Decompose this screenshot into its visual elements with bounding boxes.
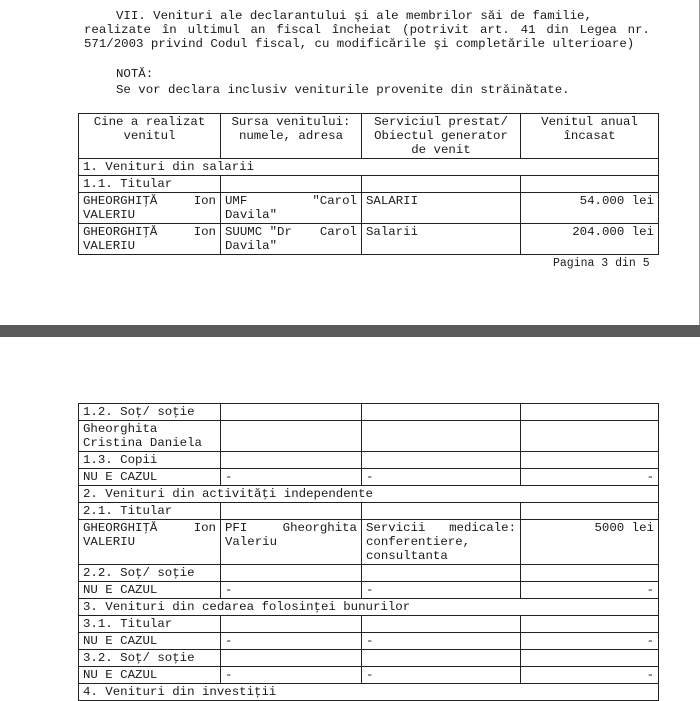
header-amount: Venitul anual încasat [521, 114, 659, 159]
category-salaries: 1. Venituri din salarii [79, 159, 659, 176]
income-amount: 204.000 lei [521, 224, 659, 255]
income-service: Salarii [362, 224, 521, 255]
income-source: PFI Gheorghita Valeriu [221, 520, 362, 565]
section-title [84, 9, 650, 51]
income-amount: 54.000 lei [521, 193, 659, 224]
dash-cell: - [521, 667, 659, 684]
header-who: Cine a realizat venitul [79, 114, 221, 159]
subcategory-spouse: 2.2. Soţ/ soţie [79, 565, 221, 582]
dash-cell: - [221, 582, 362, 599]
dash-cell: - [521, 469, 659, 486]
table-row [79, 469, 659, 486]
nota-text: Se vor declara inclusiv veniturile provenite din străinătate. [116, 83, 570, 97]
income-service: SALARII [362, 193, 521, 224]
dash-cell: - [521, 633, 659, 650]
dash-cell: - [221, 667, 362, 684]
income-owner: GHEORGHIŢĂ Ion VALERIU [79, 224, 221, 255]
subcategory-holder: 2.1. Titular [79, 503, 221, 520]
category-investments: 4. Venituri din investiţii [79, 684, 659, 701]
not-applicable: NU E CAZUL [79, 667, 221, 684]
category-independent: 2. Venituri din activităţi independente [79, 486, 659, 503]
income-source: SUUMC "Dr Carol Davila" [221, 224, 362, 255]
income-source: UMF "Carol Davila" [221, 193, 362, 224]
category-property-use: 3. Venituri din cedarea folosinţei bunurilor [79, 599, 659, 616]
table-row [79, 520, 659, 565]
income-table-page4 [78, 403, 659, 701]
table-row [79, 633, 659, 650]
income-table-page3 [78, 113, 659, 255]
dash-cell: - [362, 469, 521, 486]
dash-cell: - [221, 469, 362, 486]
dash-cell: - [362, 667, 521, 684]
table-row [79, 421, 659, 452]
table-row [79, 193, 659, 224]
income-owner: GHEORGHIŢĂ Ion VALERIU [79, 193, 221, 224]
not-applicable: NU E CAZUL [79, 469, 221, 486]
subcategory-holder: 3.1. Titular [79, 616, 221, 633]
subcategory-spouse: 1.2. Soţ/ soţie [79, 404, 221, 421]
document-page-3 [0, 0, 700, 325]
dash-cell: - [221, 633, 362, 650]
income-service: Servicii medicale: conferentiere, consultanta [362, 520, 521, 565]
table-header-row [79, 114, 659, 159]
nota-label: NOTĂ: [116, 67, 154, 81]
header-source: Sursa venitului: numele, adresa [221, 114, 362, 159]
income-amount: 5000 lei [521, 520, 659, 565]
header-service: Serviciul prestat/ Obiectul generator de venit [362, 114, 521, 159]
table-row [79, 667, 659, 684]
table-row [79, 224, 659, 255]
not-applicable: NU E CAZUL [79, 582, 221, 599]
table-row [79, 582, 659, 599]
section-title-rest: realizate în ultimul an fiscal încheiat (potrivit art. 41 din Legea nr. 571/2003 privind Codul fiscal, cu modificările şi completările ulterioare) [84, 23, 650, 51]
section-title-line1: VII. Venituri ale declarantului şi ale membrilor săi de familie, [116, 9, 592, 23]
document-page-4 [0, 337, 700, 699]
dash-cell: - [362, 582, 521, 599]
subcategory-children: 1.3. Copii [79, 452, 221, 469]
not-applicable: NU E CAZUL [79, 633, 221, 650]
page-separator [0, 325, 700, 337]
dash-cell: - [362, 633, 521, 650]
subcategory-holder: 1.1. Titular [79, 176, 221, 193]
subcategory-spouse: 3.2. Soţ/ soţie [79, 650, 221, 667]
income-owner: Gheorghita Cristina Daniela [79, 421, 221, 452]
income-owner: GHEORGHIŢĂ Ion VALERIU [79, 520, 221, 565]
dash-cell: - [521, 582, 659, 599]
page-number: Pagina 3 din 5 [553, 257, 650, 270]
